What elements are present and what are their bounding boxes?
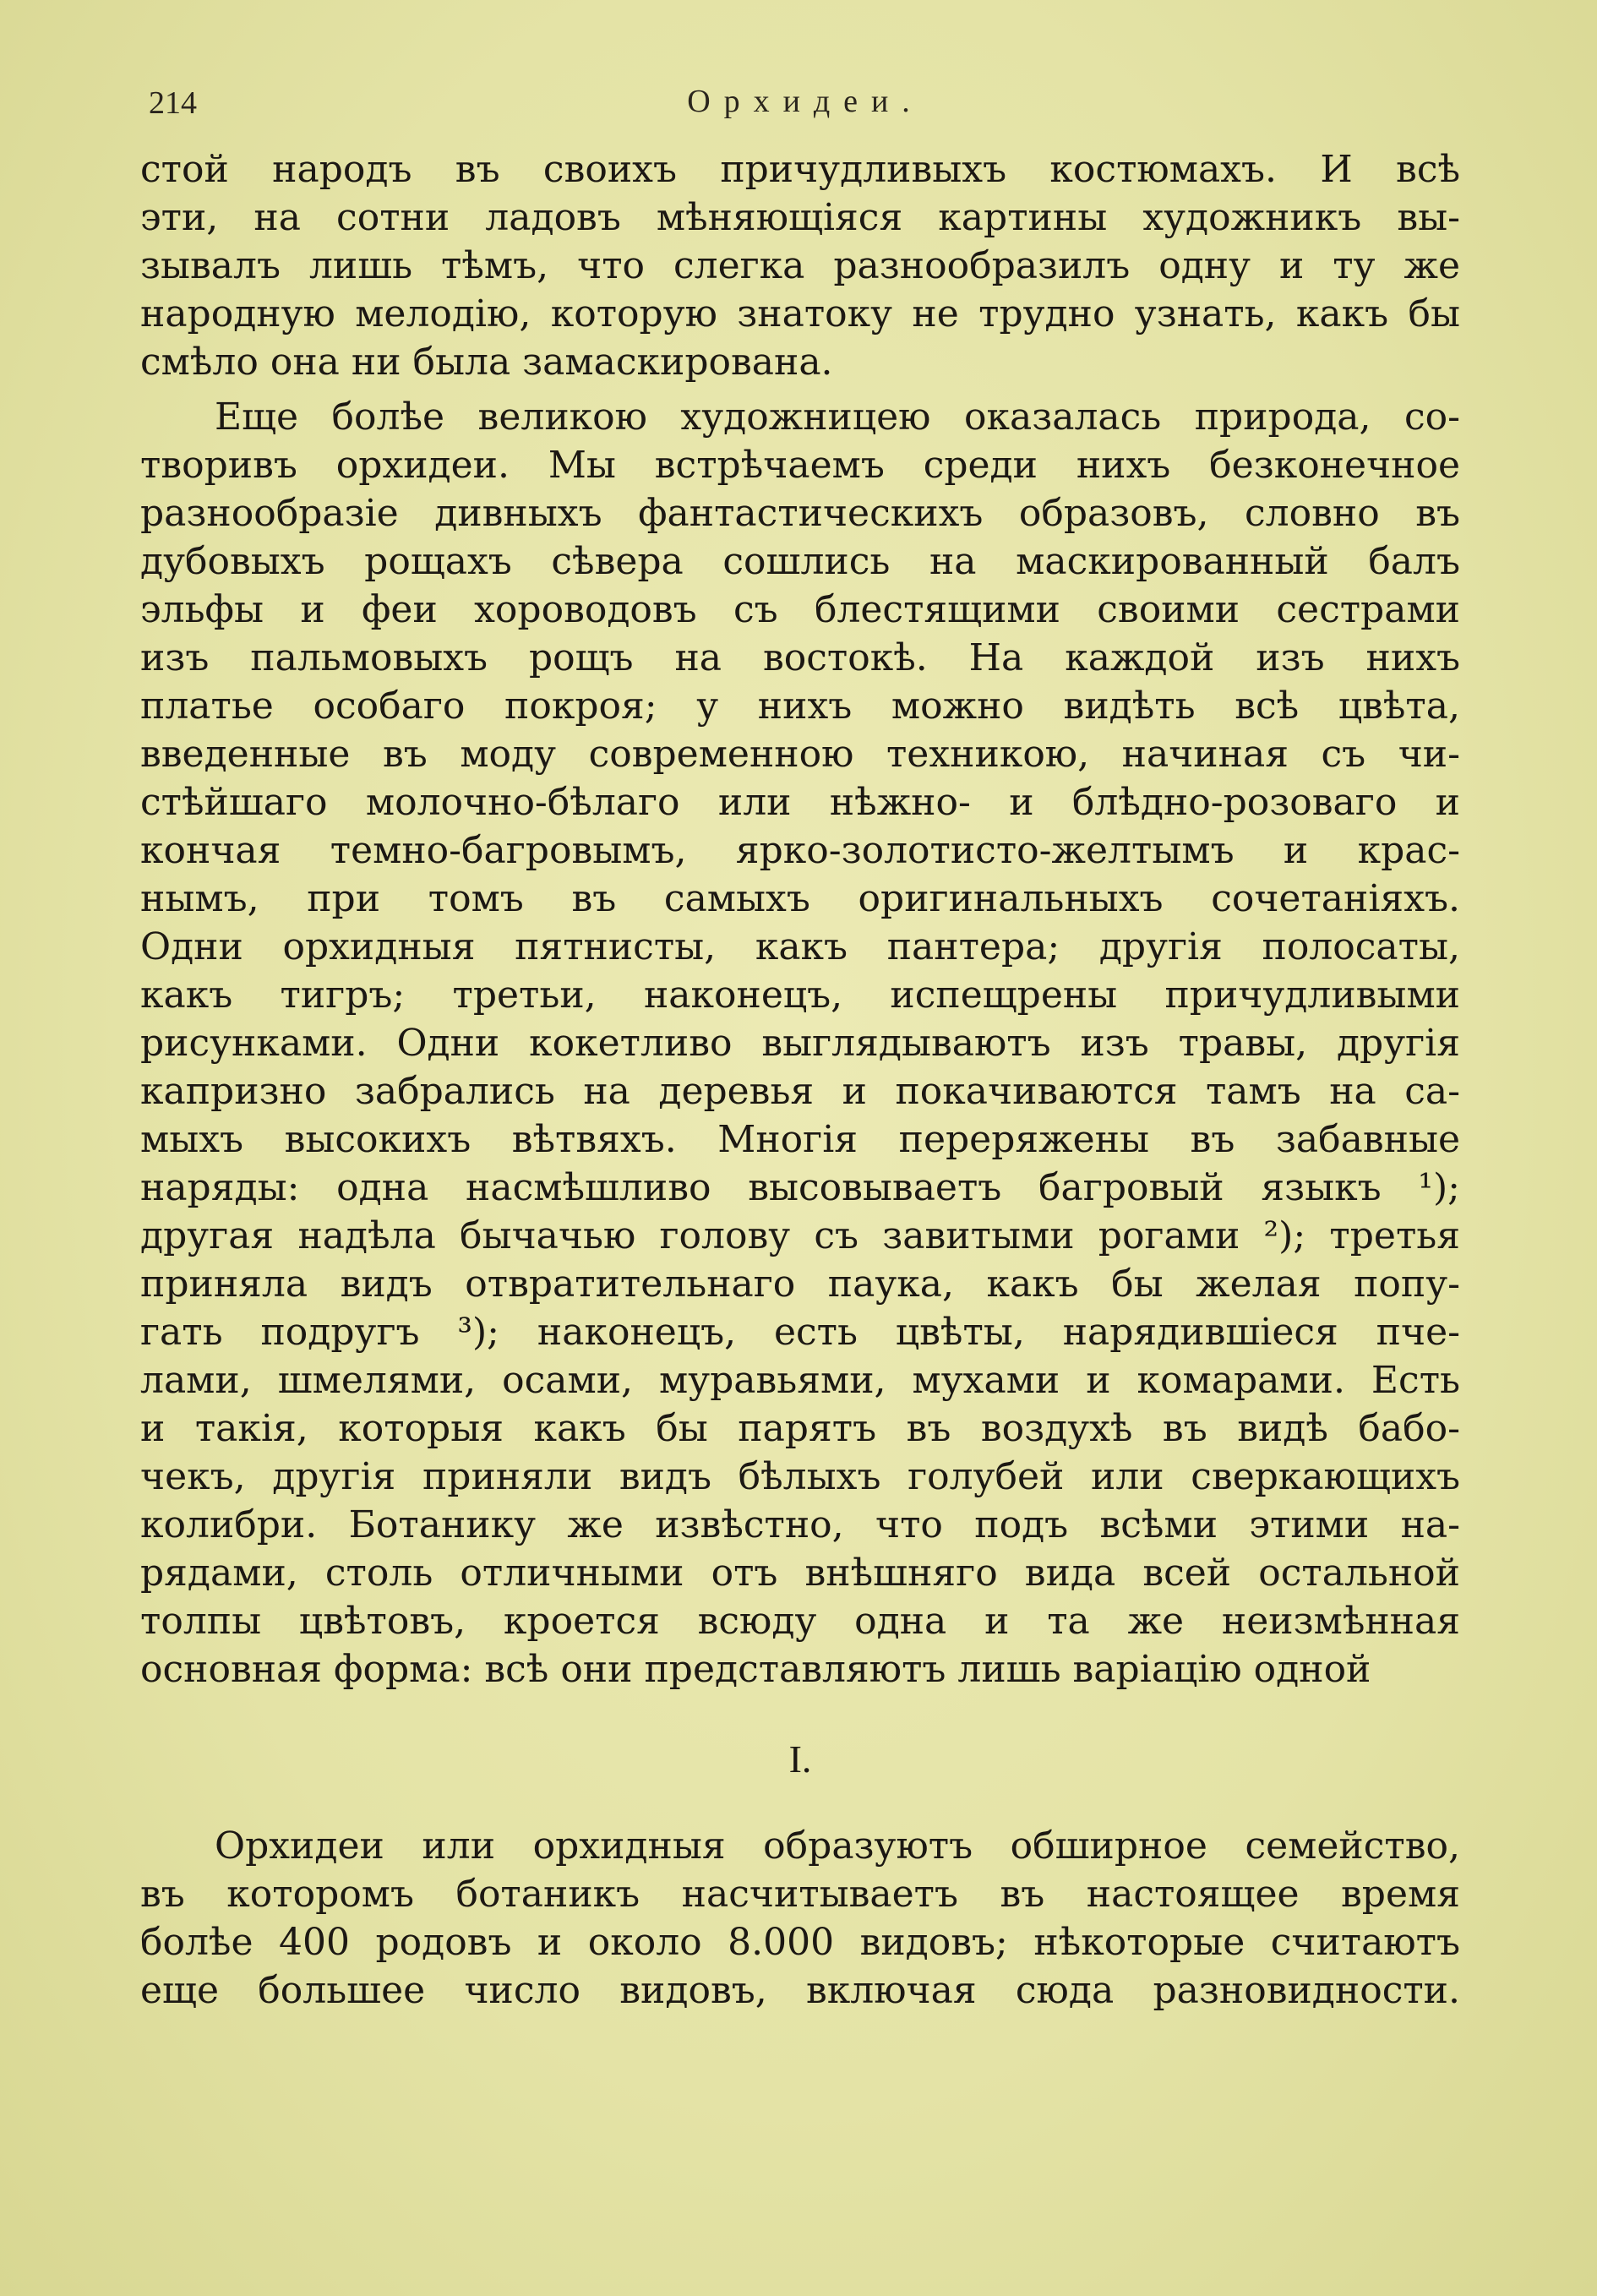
paragraph-3: [140, 1822, 1460, 2015]
text-line: колибри. Ботанику же извѣстно, что подъ всѣми этими на-: [140, 1503, 1460, 1546]
text-line: основная форма: всѣ они представляютъ лишь варіацію одной: [140, 1648, 1371, 1691]
text-line: введенные въ моду современною техникою, начиная съ чи-: [140, 733, 1460, 776]
text-line: Еще болѣе великою художницею оказалась природа, со-: [215, 395, 1460, 439]
text-line: капризно забрались на деревья и покачиваются тамъ на са-: [140, 1070, 1460, 1113]
text-line: изъ пальмовыхъ рощъ на востокѣ. На каждой изъ нихъ: [140, 636, 1460, 679]
text-line: зывалъ лишь тѣмъ, что слегка разнообразилъ одну и ту же: [140, 244, 1460, 287]
text-line: приняла видъ отвратительнаго паука, какъ бы желая попу-: [140, 1263, 1460, 1306]
text-line: рядами, столь отличными отъ внѣшняго вида всей остальной: [140, 1552, 1460, 1595]
text-line: стой народъ въ своихъ причудливыхъ костюмахъ. И всѣ: [140, 148, 1460, 191]
text-line: смѣло она ни была замаскирована.: [140, 341, 833, 384]
text-line: эти, на сотни ладовъ мѣняющіяся картины художникъ вы-: [140, 196, 1460, 239]
text-line: мыхъ высокихъ вѣтвяхъ. Многія переряжены въ забавные: [140, 1118, 1460, 1161]
body-text: [140, 145, 1460, 2021]
text-line: творивъ орхидеи. Мы встрѣчаемъ среди нихъ безконечное: [140, 444, 1460, 487]
text-line: чекъ, другія приняли видъ бѣлыхъ голубей или сверкающихъ: [140, 1455, 1460, 1498]
text-line: платье особаго покроя; у нихъ можно видѣть всѣ цвѣта,: [140, 684, 1460, 728]
text-line: дубовыхъ рощахъ сѣвера сошлись на маскированный балъ: [140, 540, 1460, 583]
running-title: Орхидеи.: [687, 84, 924, 119]
section-heading: I.: [788, 1737, 812, 1781]
text-line: народную мелодію, которую знатоку не трудно узнать, какъ бы: [140, 292, 1460, 335]
text-line: болѣе 400 родовъ и около 8.000 видовъ; нѣкоторые считаютъ: [140, 1921, 1460, 1964]
text-line: Одни орхидныя пятнисты, какъ пантера; другія полосаты,: [140, 925, 1460, 968]
text-line: разнообразіе дивныхъ фантастическихъ образовъ, словно въ: [140, 492, 1460, 535]
text-line: и такія, которыя какъ бы парятъ въ воздухѣ въ видѣ бабо-: [140, 1407, 1460, 1450]
text-line: стѣйшаго молочно-бѣлаго или нѣжно- и блѣдно-розоваго и: [140, 781, 1460, 824]
text-line: въ которомъ ботаникъ насчитываетъ въ настоящее время: [140, 1873, 1460, 1916]
paragraph-2: [140, 393, 1460, 1693]
text-line: гать подругъ ³); наконецъ, есть цвѣты, нарядившіеся пче-: [140, 1311, 1460, 1354]
text-line: нымъ, при томъ въ самыхъ оригинальныхъ сочетаніяхъ.: [140, 877, 1460, 920]
text-line: эльфы и феи хороводовъ съ блестящими своими сестрами: [140, 588, 1460, 631]
page-number: 214: [149, 85, 197, 121]
text-line: толпы цвѣтовъ, кроется всюду одна и та же неизмѣнная: [140, 1600, 1460, 1643]
text-line: лами, шмелями, осами, муравьями, мухами и комарами. Есть: [140, 1359, 1460, 1402]
text-line: другая надѣла бычачью голову съ завитыми рогами ²); третья: [140, 1214, 1460, 1257]
text-line: еще большее число видовъ, включая сюда разновидности.: [140, 1969, 1460, 2012]
text-line: кончая темно-багровымъ, ярко-золотисто-желтымъ и крас-: [140, 829, 1460, 872]
text-line: Орхидеи или орхидныя образуютъ обширное семейство,: [215, 1824, 1460, 1868]
text-line: рисунками. Одни кокетливо выглядываютъ изъ травы, другія: [140, 1022, 1460, 1065]
text-line: наряды: одна насмѣшливо высовываетъ багровый языкъ ¹);: [140, 1166, 1460, 1209]
running-head: [149, 78, 1462, 128]
text-line: какъ тигръ; третьи, наконецъ, испещрены причудливыми: [140, 973, 1460, 1017]
paragraph-1: [140, 145, 1460, 386]
